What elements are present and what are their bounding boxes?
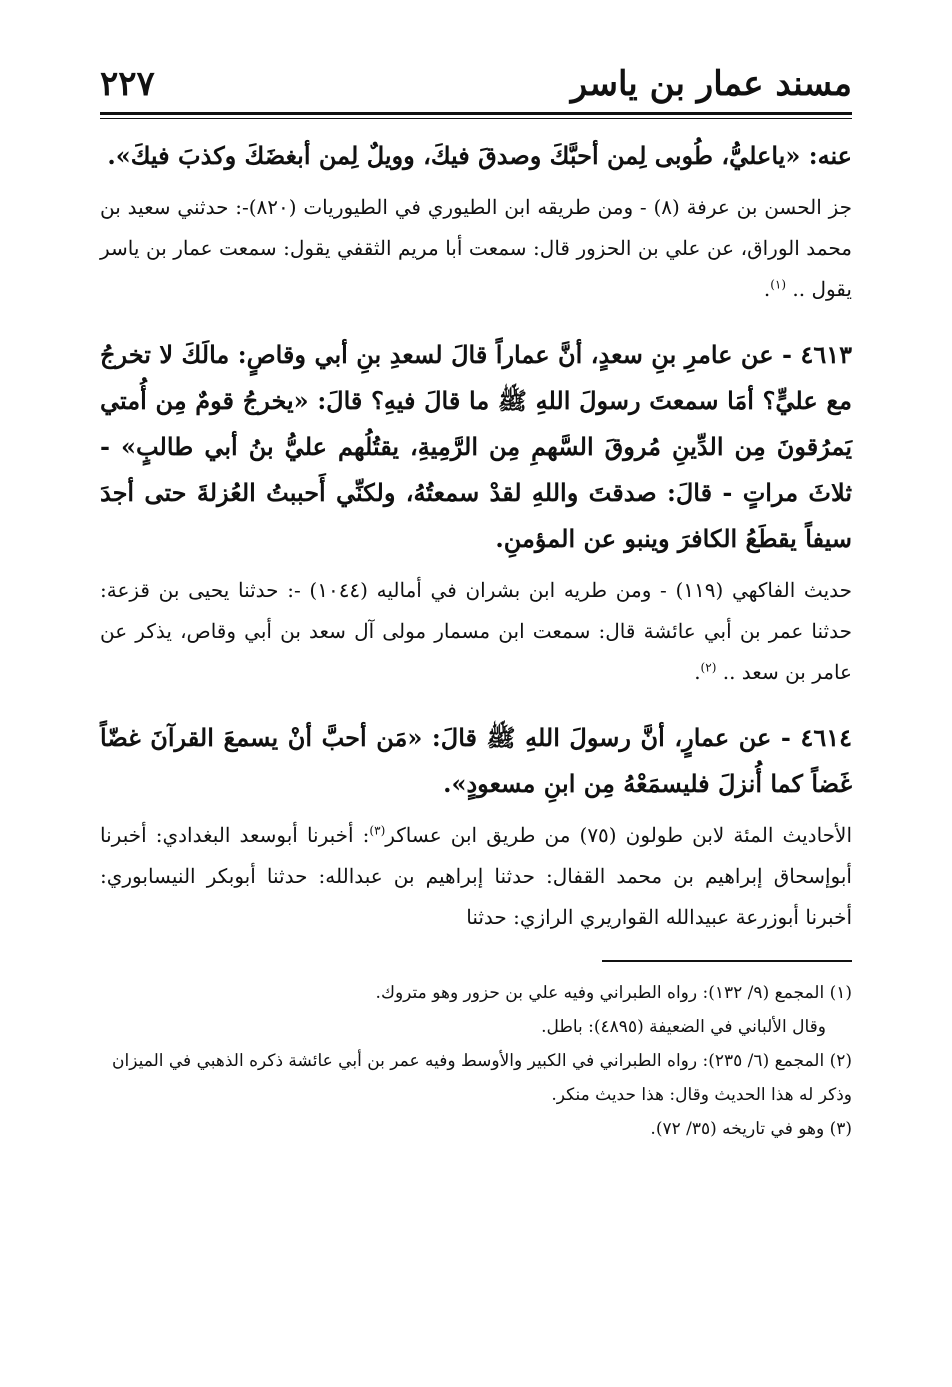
footnotes <box>100 976 852 1146</box>
running-title: مسند عمار بن ياسر <box>570 64 852 104</box>
hadith-text: عنه: «ياعليُّ، طُوبى لِمن أحبَّكَ وصدقَ فيكَ، وويلٌ لِمن أبغضَكَ وكذبَ فيكَ». <box>107 141 852 170</box>
footnote-ref: (١) <box>770 277 787 292</box>
hadith-text: ٤٦١٣ - عن عامرِ بنِ سعدٍ، أنَّ عماراً قالَ لسعدِ بنِ أبي وقاصٍ: مالَكَ لا تخرجُ مع عليٍّ؟ أمَا سمعتَ رسولَ اللهِ ﷺ ما قالَ فيهِ؟ قالَ: «يخرجُ قومٌ مِن أُمتي يَمرُقونَ مِن الدِّينِ مُروقَ السَّهمِ مِن الرَّمِيةِ، يقتُلُهم عليُّ بنُ أبي طالبٍ» - ثلاثَ مراتٍ - قالَ: صدقتَ واللهِ لقدْ سمعتُهُ، ولكنِّي أَحببتُ العُزلةَ حتى أجدَ سيفاً يقطَعُ الكافرَ وينبو عن المؤمنِ. <box>100 340 852 553</box>
takhrij-text: الأحاديث المئة لابن طولون (٧٥) من طريق ابن عساكر$^{(٣)}$: أخبرنا أبوسعد البغدادي: أخبرنا أبوإسحاق إبراهيم بن محمد القفال: حدثنا إبراهيم بن عبدالله: حدثنا أبوبكر النيسابوري: أخبرنا أبوزرعة عبيدالله القواريري الرازي: حدثنا <box>100 823 852 929</box>
page-header <box>100 60 852 106</box>
header-rule-thick <box>100 112 852 115</box>
takhrij-text: جز الحسن بن عرفة (٨) - ومن طريقه ابن الطيوري في الطيوريات (٨٢٠)-: حدثني سعيد بن محمد الوراق، عن علي بن الحزور قال: سمعت أبا مريم الثقفي يقول: سمعت عمار بن ياسر يقول .. $^{(١)}$. <box>100 195 853 301</box>
hadith-text: ٤٦١٤ - عن عمارٍ، أنَّ رسولَ اللهِ ﷺ قالَ: «مَن أحبَّ أنْ يسمعَ القرآنَ غضّاً غَضاً كما أُنزلَ فليسمَعْهُ مِن ابنِ مسعودٍ». <box>100 723 852 798</box>
footnote: (٢) المجمع (٦/ ٢٣٥): رواه الطبراني في الكبير والأوسط وفيه عمر بن أبي عائشة ذكره الذهبي في الميزان وذكر له هذا الحديث وقال: هذا حديث منكر. <box>112 1051 852 1105</box>
document-page <box>100 60 852 1146</box>
takhrij-text: حديث الفاكهي (١١٩) - ومن طريه ابن بشران في أماليه (١٠٤٤) -: حدثنا يحيى بن قزعة: حدثنا عمر بن أبي عائشة قال: سمعت ابن مسمار مولى آل سعد بن أبي وقاص، يذكر عن عامر بن سعد .. $^{(٢)}$. <box>100 578 852 684</box>
footnote-separator <box>602 960 852 962</box>
footnote: (٣) وهو في تاريخه (٣٥/ ٧٢). <box>650 1119 852 1139</box>
body-text <box>100 133 852 938</box>
footnote: (١) المجمع (٩/ ١٣٢): رواه الطبراني وفيه علي بن حزور وهو متروك. <box>375 983 852 1003</box>
footnote-continuation: وقال الألباني في الضعيفة (٤٨٩٥): باطل. <box>541 1017 826 1037</box>
page-number: ٢٢٧ <box>100 64 155 104</box>
footnote-ref: (٢) <box>700 660 717 675</box>
header-rule-thin <box>100 118 852 119</box>
footnote-ref: (٣) <box>369 823 386 838</box>
